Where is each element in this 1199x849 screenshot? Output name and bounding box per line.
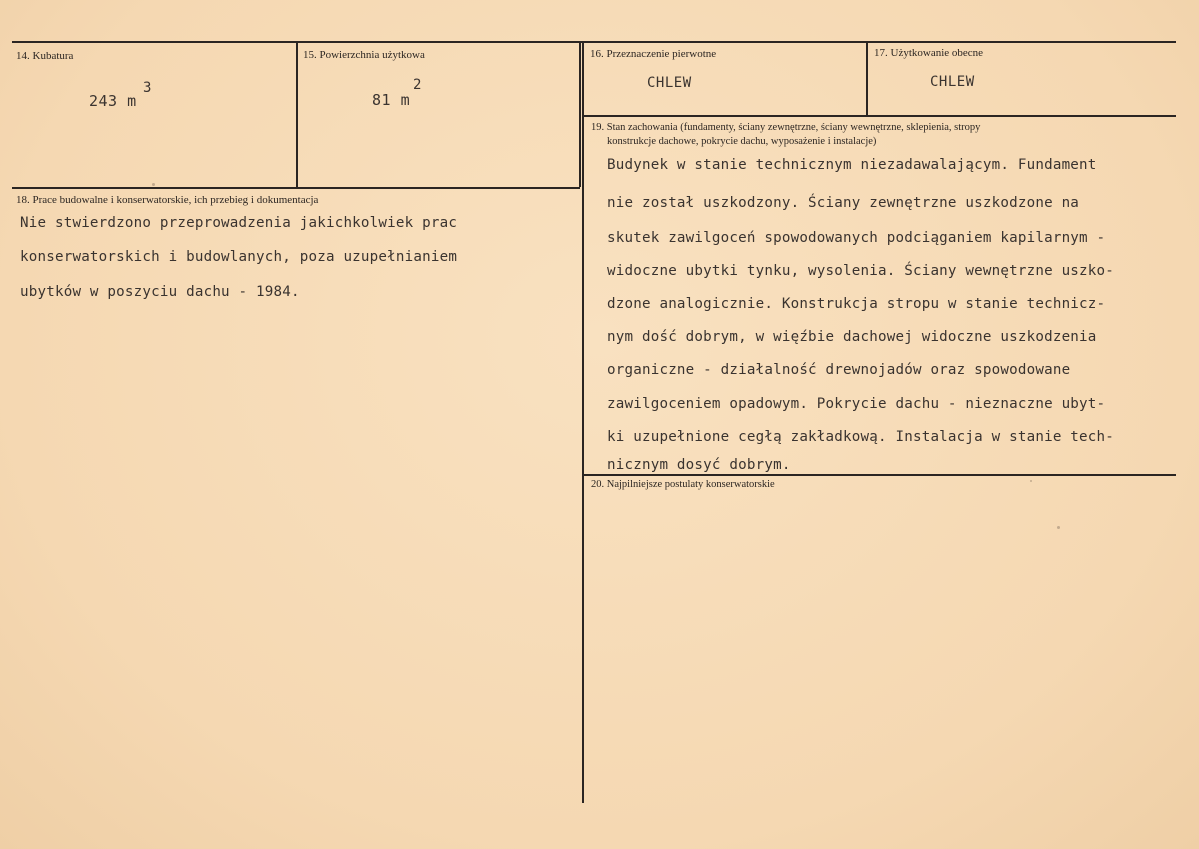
field-15-exponent: 2 xyxy=(413,77,422,93)
field-20-label: 20. Najpilniejsze postulaty konserwatorskie xyxy=(591,479,775,490)
field-18-label: 18. Prace budowalne i konserwatorskie, ich przebieg i dokumentacja xyxy=(16,194,319,206)
center-vertical-divider xyxy=(582,43,584,803)
field-19-line: nym dość dobrym, w więźbie dachowej widoczne uszkodzenia xyxy=(607,329,1097,345)
field-16-label: 16. Przeznaczenie pierwotne xyxy=(590,48,717,60)
field-19-text xyxy=(607,157,1177,477)
top-rule xyxy=(12,41,1176,43)
field-14-label: 14. Kubatura xyxy=(16,50,74,62)
field-18-text xyxy=(20,215,560,315)
field-19-label-line1: 19. Stan zachowania (fundamenty, ściany zewnętrzne, ściany wewnętrzne, sklepienia, stropy xyxy=(591,122,981,133)
field-19-line: ki uzupełnione cegłą zakładkową. Instalacja w stanie tech- xyxy=(607,429,1115,445)
field-17-value: CHLEW xyxy=(930,74,975,90)
field-18-line: konserwatorskich i budowlanych, poza uzupełnianiem xyxy=(20,249,458,265)
field-19-label-line2: konstrukcje dachowe, pokrycie dachu, wyposażenie i instalacje) xyxy=(607,136,877,147)
field-15-value: 81 m xyxy=(372,91,411,109)
paper-speck xyxy=(1030,480,1032,482)
field-19-line: nicznym dosyć dobrym. xyxy=(607,457,791,473)
field-14-exponent: 3 xyxy=(143,80,152,96)
divider-14-15 xyxy=(296,43,298,187)
rule-under-16-17 xyxy=(583,115,1176,117)
divider-15-16 xyxy=(579,43,581,187)
paper-speck xyxy=(1057,526,1060,529)
field-18-line: ubytków w poszyciu dachu - 1984. xyxy=(20,284,300,300)
field-14-value: 243 m xyxy=(89,92,137,110)
field-17-label: 17. Użytkowanie obecne xyxy=(874,47,984,59)
paper-speck xyxy=(152,183,155,186)
divider-16-17 xyxy=(866,43,868,115)
field-18-line: Nie stwierdzono przeprowadzenia jakichkolwiek prac xyxy=(20,215,458,231)
field-15-label: 15. Powierzchnia użytkowa xyxy=(303,49,425,61)
field-16-value: CHLEW xyxy=(647,75,692,91)
field-19-line: zawilgoceniem opadowym. Pokrycie dachu - nieznaczne ubyt- xyxy=(607,396,1106,412)
field-19-line: skutek zawilgoceń spowodowanych podciąganiem kapilarnym - xyxy=(607,230,1106,246)
field-19-line: dzone analogicznie. Konstrukcja stropu w stanie technicz- xyxy=(607,296,1106,312)
rule-under-14-15 xyxy=(12,187,580,189)
field-19-line: nie został uszkodzony. Ściany zewnętrzne uszkodzone na xyxy=(607,195,1080,211)
field-19-line: organiczne - działalność drewnojadów oraz spowodowane xyxy=(607,362,1071,378)
field-19-line: widoczne ubytki tynku, wysolenia. Ściany wewnętrzne uszko- xyxy=(607,263,1115,279)
field-19-line: Budynek w stanie technicznym niezadawalającym. Fundament xyxy=(607,157,1097,173)
